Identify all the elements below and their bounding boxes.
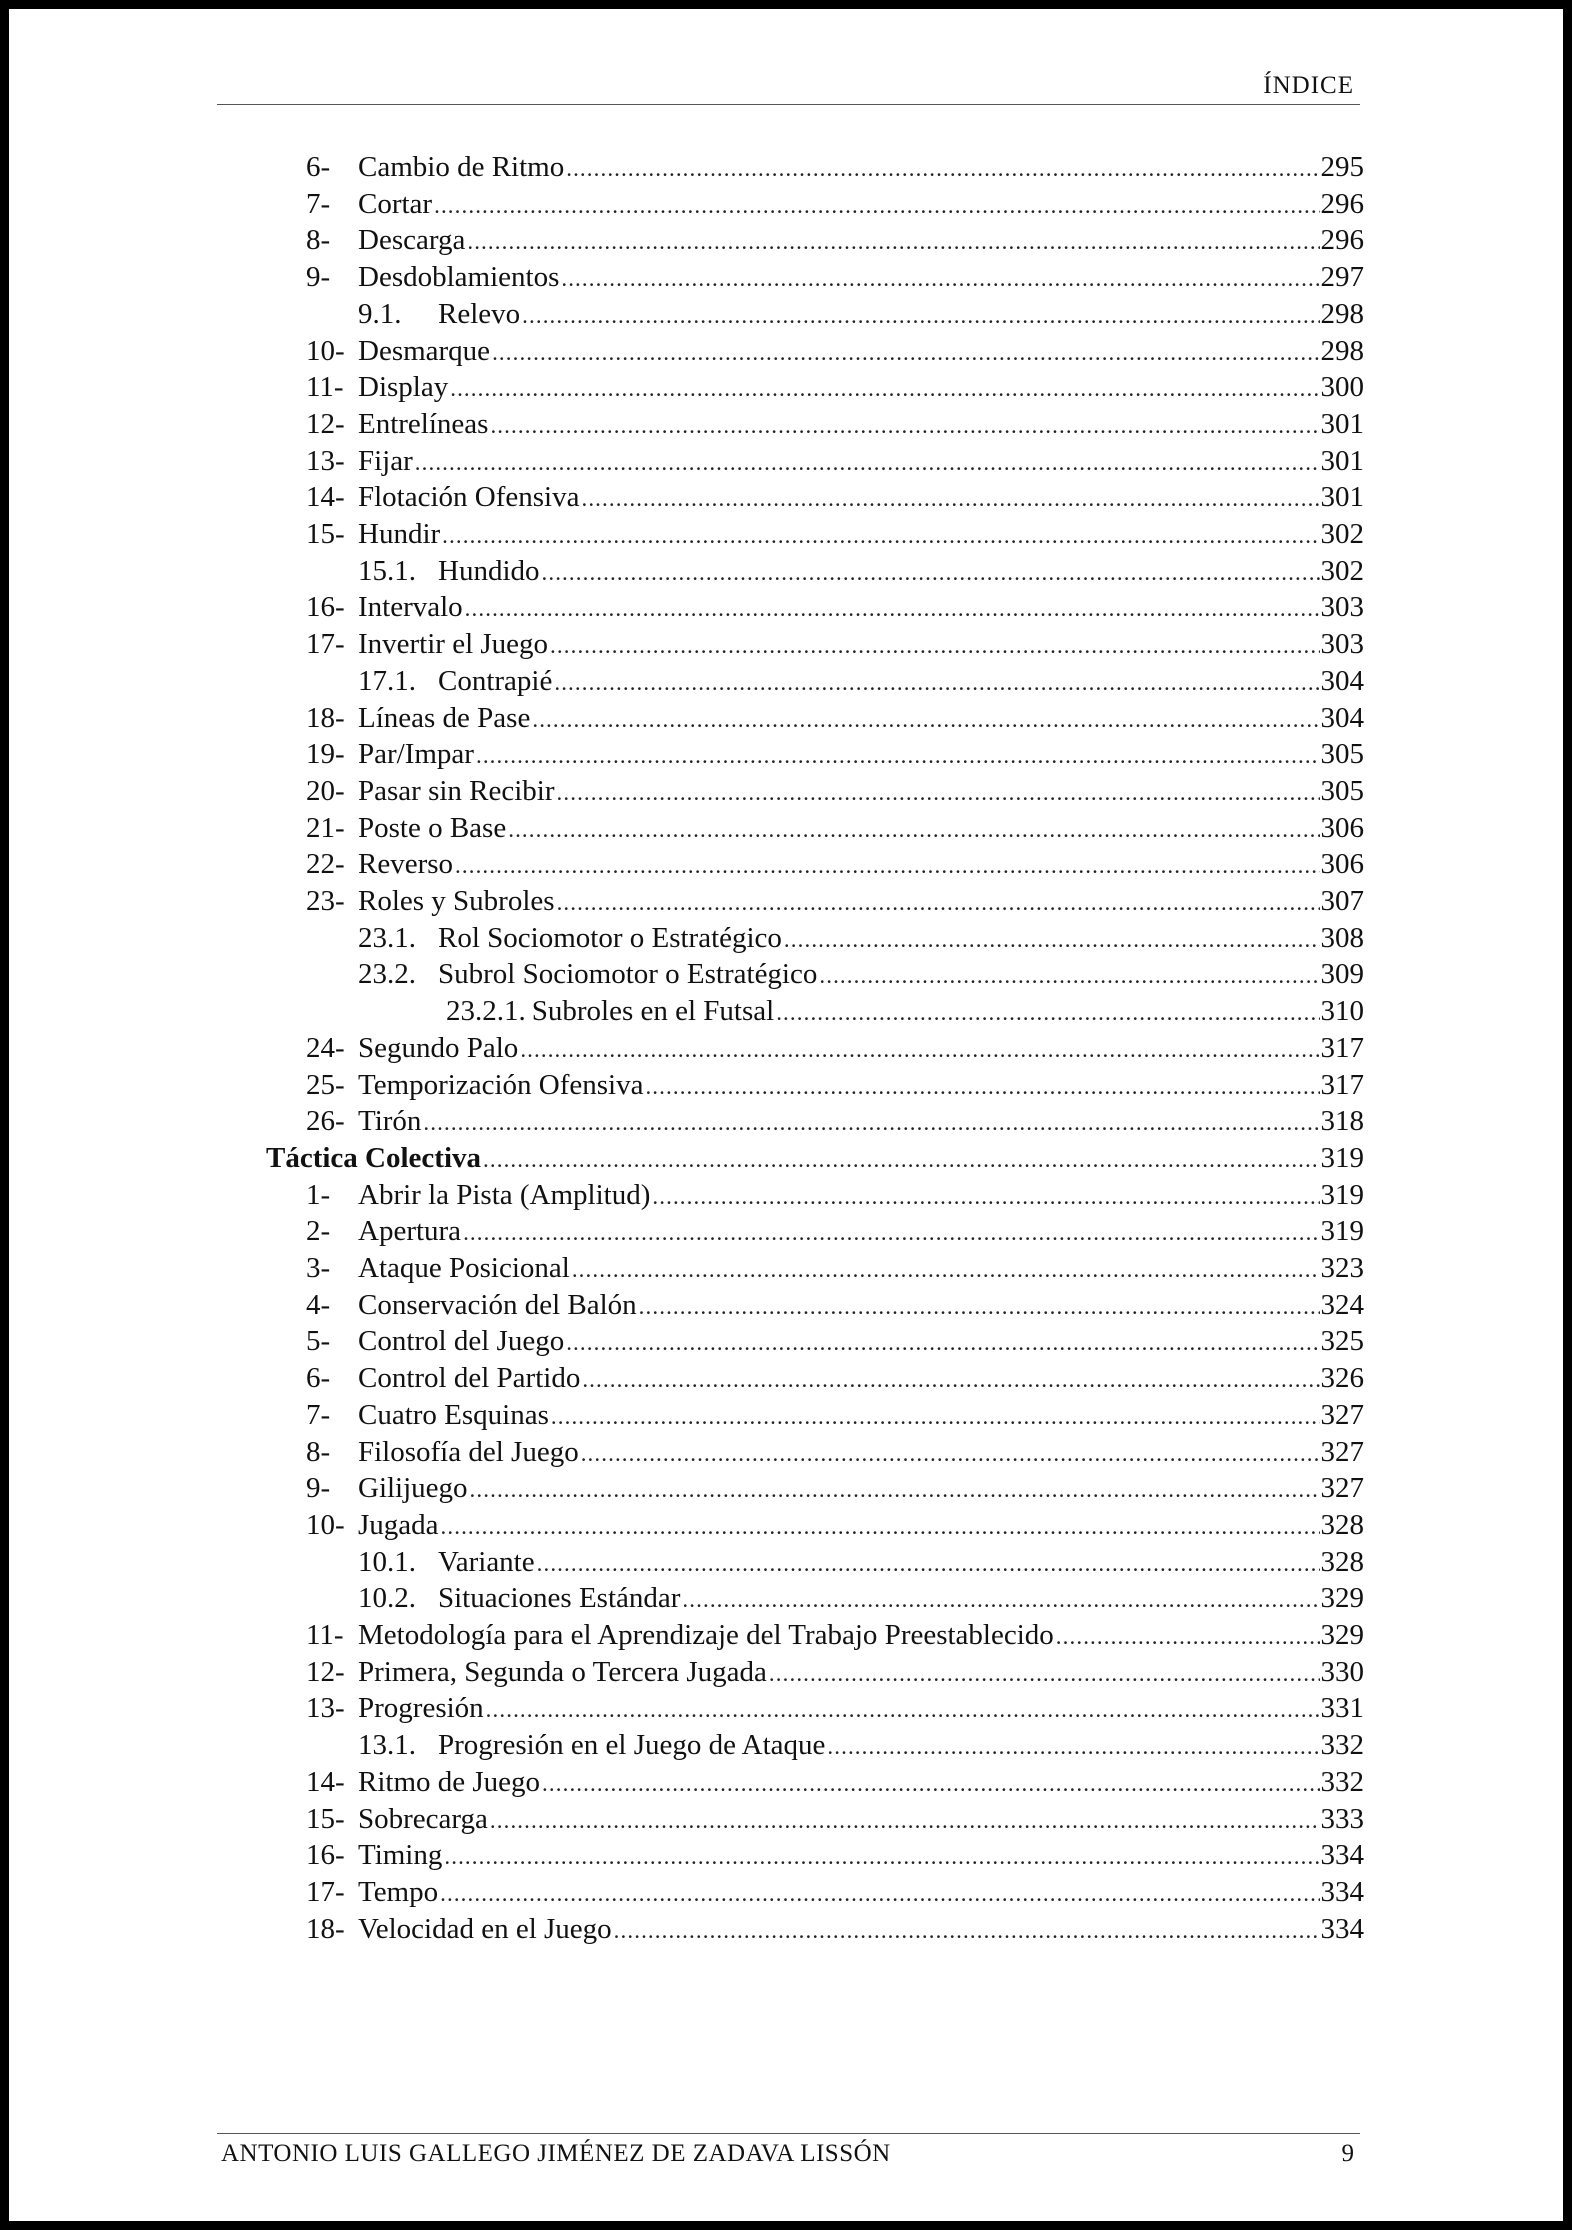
toc-entry-label: Progresión [358, 1692, 484, 1725]
toc-entry-label: Ataque Posicional [358, 1252, 570, 1284]
toc-entry[interactable] [358, 1580, 1364, 1617]
toc-entry[interactable] [306, 443, 1364, 480]
toc-dot-leader [441, 1509, 1320, 1546]
header-title: ÍNDICE [1263, 72, 1354, 99]
toc-entry-label: Subroles en el Futsal [531, 995, 775, 1028]
toc-entry[interactable] [306, 1470, 1364, 1507]
toc-dot-leader [550, 628, 1319, 665]
toc-section-heading[interactable] [266, 1140, 1364, 1177]
toc-entry-number: 23.2. [358, 958, 416, 991]
toc-entry-number: 25- [306, 1068, 345, 1101]
toc-entry-number: 10.1. [358, 1545, 416, 1578]
toc-entry-number: 3- [306, 1252, 331, 1284]
toc-dot-leader [483, 1142, 1319, 1179]
toc-entry-number: 6- [306, 1362, 331, 1395]
toc-entry[interactable] [446, 993, 1364, 1030]
toc-entry-page: 334 [1320, 1875, 1364, 1908]
toc-entry-page: 324 [1320, 1288, 1364, 1321]
toc-entry-label: Tirón [358, 1105, 422, 1138]
toc-entry-page: 301 [1320, 481, 1364, 514]
toc-entry-page: 307 [1320, 885, 1364, 917]
toc-entry[interactable] [306, 736, 1364, 773]
toc-entry-number: 15- [306, 518, 345, 550]
toc-entry-page: 332 [1320, 1765, 1364, 1798]
toc-entry[interactable] [306, 333, 1364, 370]
toc-entry[interactable] [306, 883, 1364, 920]
toc-entry-label: Subrol Sociomotor o Estratégico [438, 958, 818, 991]
toc-entry-label: Display [358, 371, 449, 404]
toc-dot-leader [582, 1362, 1319, 1399]
toc-entry[interactable] [306, 626, 1364, 663]
toc-dot-leader [444, 1839, 1319, 1876]
toc-entry[interactable] [306, 1764, 1364, 1801]
toc-entry-number: 6- [306, 151, 331, 183]
toc-entry-number: 16- [306, 1839, 345, 1872]
toc-entry-label: Temporización Ofensiva [358, 1068, 644, 1101]
toc-entry-number: 18- [306, 701, 345, 734]
toc-entry-label: Cambio de Ritmo [358, 151, 565, 183]
toc-entry-number: 13.1. [358, 1729, 416, 1762]
toc-dot-leader [557, 775, 1320, 812]
toc-entry-number: 7- [306, 187, 331, 220]
toc-entry-number: 23.2.1. [446, 995, 526, 1028]
toc-dot-leader [476, 738, 1320, 775]
toc-entry-label: Contrapié [438, 664, 553, 697]
toc-entry-page: 323 [1320, 1252, 1364, 1284]
toc-entry[interactable] [306, 149, 1364, 186]
toc-entry[interactable] [306, 406, 1364, 443]
toc-entry-label: Poste o Base [358, 811, 507, 844]
toc-entry-number: 14- [306, 481, 345, 514]
toc-entry-label: Descarga [358, 224, 466, 257]
toc-dot-leader [467, 224, 1319, 261]
toc-entry-page: 328 [1320, 1545, 1364, 1578]
toc-dot-leader [652, 1179, 1319, 1216]
toc-entry[interactable] [306, 479, 1364, 516]
toc-entry-page: 296 [1320, 224, 1364, 257]
toc-entry-page: 309 [1320, 958, 1364, 991]
toc-entry-label: Roles y Subroles [358, 885, 555, 917]
toc-entry[interactable] [306, 1067, 1364, 1104]
toc-entry-page: 308 [1320, 921, 1364, 954]
toc-entry-number: 12- [306, 1655, 345, 1688]
toc-entry-label: Desdoblamientos [358, 261, 560, 294]
toc-entry-number: 4- [306, 1288, 331, 1321]
toc-entry-label: Reverso [358, 848, 454, 881]
toc-dot-leader [486, 1692, 1320, 1729]
toc-entry[interactable] [306, 259, 1364, 296]
toc-entry-page: 295 [1320, 151, 1364, 183]
toc-entry-label: Relevo [438, 297, 521, 330]
toc-dot-leader [572, 1252, 1320, 1289]
toc-dot-leader [581, 1436, 1320, 1473]
toc-entry-number: 14- [306, 1765, 345, 1798]
toc-entry-label: Jugada [358, 1508, 439, 1541]
toc-entry-number: 1- [306, 1178, 331, 1211]
toc-entry[interactable] [306, 1323, 1364, 1360]
toc-dot-leader [465, 591, 1320, 628]
toc-entry-page: 306 [1320, 848, 1364, 881]
toc-dot-leader [423, 1105, 1319, 1142]
toc-entry-number: 26- [306, 1105, 345, 1138]
toc-entry-number: 9- [306, 261, 331, 294]
toc-dot-leader [463, 1215, 1319, 1252]
toc-entry-page: 331 [1320, 1692, 1364, 1725]
toc-entry-page: 305 [1320, 774, 1364, 807]
toc-entry[interactable] [306, 1030, 1364, 1067]
toc-entry-label: Situaciones Estándar [438, 1582, 681, 1615]
toc-dot-leader [522, 298, 1319, 335]
toc-entry-label: Filosofía del Juego [358, 1435, 579, 1468]
toc-dot-leader [551, 1399, 1320, 1436]
toc-entry-page: 301 [1320, 444, 1364, 477]
toc-entry-number: 23.1. [358, 921, 416, 954]
toc-entry-label: Pasar sin Recibir [358, 774, 555, 807]
page-footer [217, 2133, 1360, 2174]
toc-entry-number: 17.1. [358, 664, 416, 697]
toc-entry[interactable] [358, 920, 1364, 957]
toc-entry-number: 9- [306, 1472, 331, 1505]
toc-entry-label: Primera, Segunda o Tercera Jugada [358, 1655, 767, 1688]
toc-dot-leader [490, 408, 1319, 445]
toc-entry-number: 11- [306, 371, 344, 404]
toc-dot-leader [557, 885, 1320, 922]
toc-entry[interactable] [306, 1801, 1364, 1838]
toc-entry-page: 319 [1320, 1215, 1364, 1248]
toc-entry-label: Intervalo [358, 591, 463, 624]
toc-entry-label: Fijar [358, 444, 413, 477]
toc-entry[interactable] [306, 1287, 1364, 1324]
toc-entry-label: Tempo [358, 1875, 439, 1908]
toc-dot-leader [450, 371, 1319, 408]
toc-entry-page: 330 [1320, 1655, 1364, 1688]
toc-entry-page: 319 [1320, 1141, 1364, 1174]
toc-entry-label: Desmarque [358, 334, 491, 367]
toc-entry[interactable] [306, 1213, 1364, 1250]
toc-entry-label: Cortar [358, 187, 433, 220]
toc-entry-page: 333 [1320, 1802, 1364, 1835]
toc-dot-leader [561, 261, 1319, 298]
toc-entry-label: Líneas de Pase [358, 701, 531, 734]
toc-entry-page: 303 [1320, 628, 1364, 661]
toc-dot-leader [819, 958, 1319, 995]
toc-entry[interactable] [306, 369, 1364, 406]
toc-dot-leader [537, 1546, 1320, 1583]
toc-entry-label: Entrelíneas [358, 407, 489, 440]
toc-entry-page: 334 [1320, 1839, 1364, 1872]
toc-entry-number: 16- [306, 591, 345, 624]
toc-entry[interactable] [358, 553, 1364, 590]
footer-page-number: 9 [1341, 2140, 1354, 2167]
toc-entry[interactable] [306, 1397, 1364, 1434]
toc-entry[interactable] [306, 222, 1364, 259]
toc-entry-page: 319 [1320, 1178, 1364, 1211]
toc-entry-number: 8- [306, 224, 331, 257]
toc-entry-label: Sobrecarga [358, 1802, 488, 1835]
toc-dot-leader [639, 1289, 1320, 1326]
toc-entry-number: 18- [306, 1912, 345, 1945]
toc-entry[interactable] [358, 1544, 1364, 1581]
toc-entry[interactable] [306, 1617, 1364, 1654]
footer-author: ANTONIO LUIS GALLEGO JIMÉNEZ DE ZADAVA LISSÓN [221, 2140, 891, 2167]
toc-entry-page: 317 [1320, 1068, 1364, 1101]
toc-dot-leader [776, 995, 1319, 1032]
toc-entry-number: 13- [306, 444, 345, 477]
toc-dot-leader [440, 1876, 1319, 1913]
toc-entry[interactable] [306, 1874, 1364, 1911]
toc-entry-label: Cuatro Esquinas [358, 1398, 549, 1431]
toc-entry-page: 304 [1320, 664, 1364, 697]
toc-entry[interactable] [306, 1911, 1364, 1948]
toc-entry-number: 19- [306, 738, 345, 771]
toc-entry-number: 20- [306, 774, 345, 807]
toc-dot-leader [434, 188, 1319, 225]
toc-dot-leader [784, 922, 1320, 959]
toc-entry-number: 10.2. [358, 1582, 416, 1615]
toc-dot-leader [566, 1325, 1319, 1362]
toc-entry-page: 298 [1320, 297, 1364, 330]
toc-entry[interactable] [358, 1727, 1364, 1764]
toc-entry-page: 306 [1320, 811, 1364, 844]
toc-dot-leader [470, 1472, 1320, 1509]
toc-entry-number: 10- [306, 334, 345, 367]
toc-dot-leader [581, 481, 1319, 518]
toc-dot-leader [532, 702, 1319, 739]
toc-entry-label: Metodología para el Aprendizaje del Trabajo Preestablecido [358, 1619, 1054, 1651]
toc-entry[interactable] [306, 810, 1364, 847]
toc-entry-page: 329 [1320, 1619, 1364, 1651]
toc-entry-page: 297 [1320, 261, 1364, 294]
toc-dot-leader [566, 151, 1319, 188]
toc-entry-number: 13- [306, 1692, 345, 1725]
toc-dot-leader [682, 1582, 1319, 1619]
toc-dot-leader [554, 665, 1319, 702]
toc-dot-leader [415, 445, 1320, 482]
toc-entry-label: Conservación del Balón [358, 1288, 637, 1321]
toc-entry-label: Variante [438, 1545, 535, 1578]
toc-entry-label: Control del Juego [358, 1325, 565, 1358]
toc-entry[interactable] [306, 773, 1364, 810]
toc-entry-number: 24- [306, 1031, 345, 1064]
toc-dot-leader [492, 335, 1319, 372]
toc-entry[interactable] [358, 956, 1364, 993]
toc-dot-leader [508, 812, 1319, 849]
toc-entry-label: Apertura [358, 1215, 462, 1248]
toc-entry-page: 334 [1320, 1912, 1364, 1945]
toc-entry[interactable] [306, 516, 1364, 553]
toc-entry-number: 11- [306, 1619, 344, 1651]
toc-entry-label: Control del Partido [358, 1362, 581, 1395]
toc-entry[interactable] [306, 1103, 1364, 1140]
toc-entry-page: 327 [1320, 1435, 1364, 1468]
toc-entry-page: 302 [1320, 518, 1364, 550]
toc-entry-number: 21- [306, 811, 345, 844]
toc-entry-number: 5- [306, 1325, 331, 1358]
toc-dot-leader [542, 1766, 1319, 1803]
toc-entry-label: Par/Impar [358, 738, 474, 771]
toc-entry-page: 327 [1320, 1398, 1364, 1431]
toc-entry-page: 325 [1320, 1325, 1364, 1358]
toc-entry-number: 23- [306, 885, 345, 917]
toc-entry-number: 9.1. [358, 297, 402, 330]
toc-entry[interactable] [358, 296, 1364, 333]
toc-entry-number: 15- [306, 1802, 345, 1835]
toc-dot-leader [490, 1803, 1320, 1840]
toc-entry-page: 301 [1320, 407, 1364, 440]
toc-entry[interactable] [306, 846, 1364, 883]
toc-entry-label: Táctica Colectiva [266, 1141, 482, 1174]
toc-dot-leader [614, 1913, 1320, 1950]
toc-entry-label: Hundir [358, 518, 441, 550]
toc-entry-page: 304 [1320, 701, 1364, 734]
toc-entry-number: 12- [306, 407, 345, 440]
toc-entry-page: 317 [1320, 1031, 1364, 1064]
page-header [217, 70, 1360, 105]
toc-entry-page: 302 [1320, 554, 1364, 587]
toc-dot-leader [1056, 1619, 1320, 1656]
toc-entry-page: 332 [1320, 1729, 1364, 1762]
toc-entry-label: Rol Sociomotor o Estratégico [438, 921, 782, 954]
toc-entry-number: 17- [306, 1875, 345, 1908]
toc-entry-number: 10- [306, 1508, 345, 1541]
toc-entry-number: 17- [306, 628, 345, 661]
toc-entry-label: Hundido [438, 554, 540, 587]
toc-dot-leader [645, 1069, 1319, 1106]
toc-entry-number: 15.1. [358, 554, 416, 587]
toc-entry-label: Invertir el Juego [358, 628, 549, 661]
toc-entry-label: Flotación Ofensiva [358, 481, 580, 514]
toc-dot-leader [520, 1032, 1319, 1069]
toc-entry[interactable] [306, 1434, 1364, 1471]
toc-entry-number: 7- [306, 1398, 331, 1431]
toc-entry-page: 329 [1320, 1582, 1364, 1615]
toc-entry-page: 318 [1320, 1105, 1364, 1138]
toc-dot-leader [455, 848, 1319, 885]
toc-entry[interactable] [306, 1360, 1364, 1397]
toc-entry-label: Segundo Palo [358, 1031, 519, 1064]
toc-entry-page: 305 [1320, 738, 1364, 771]
toc-entry-page: 303 [1320, 591, 1364, 624]
toc-entry[interactable] [306, 1837, 1364, 1874]
toc-entry[interactable] [306, 1250, 1364, 1287]
toc-entry-number: 22- [306, 848, 345, 881]
toc-entry-number: 8- [306, 1435, 331, 1468]
toc-dot-leader [542, 555, 1320, 592]
toc-dot-leader [769, 1656, 1320, 1693]
toc-entry-page: 298 [1320, 334, 1364, 367]
toc-entry-page: 327 [1320, 1472, 1364, 1505]
toc-entry-label: Progresión en el Juego de Ataque [438, 1729, 826, 1762]
toc-entry[interactable] [358, 663, 1364, 700]
toc-entry[interactable] [306, 1690, 1364, 1727]
toc-entry-page: 296 [1320, 187, 1364, 220]
toc-entry-page: 310 [1320, 995, 1364, 1028]
toc-entry[interactable] [306, 589, 1364, 626]
toc-entry-page: 328 [1320, 1508, 1364, 1541]
toc-entry-page: 300 [1320, 371, 1364, 404]
toc-entry-label: Abrir la Pista (Amplitud) [358, 1178, 651, 1211]
toc-entry-label: Velocidad en el Juego [358, 1912, 612, 1945]
toc-entry[interactable] [306, 1177, 1364, 1214]
toc-entry-label: Gilijuego [358, 1472, 468, 1505]
toc-entry-page: 326 [1320, 1362, 1364, 1395]
toc-entry[interactable] [306, 186, 1364, 223]
toc-entry-number: 2- [306, 1215, 331, 1248]
toc-entry[interactable] [306, 1507, 1364, 1544]
toc-dot-leader [442, 518, 1319, 555]
toc-dot-leader [827, 1729, 1319, 1766]
toc-entry[interactable] [306, 1654, 1364, 1691]
toc-entry-label: Timing [358, 1839, 443, 1872]
toc-entry-label: Ritmo de Juego [358, 1765, 541, 1798]
toc-entry[interactable] [306, 700, 1364, 737]
